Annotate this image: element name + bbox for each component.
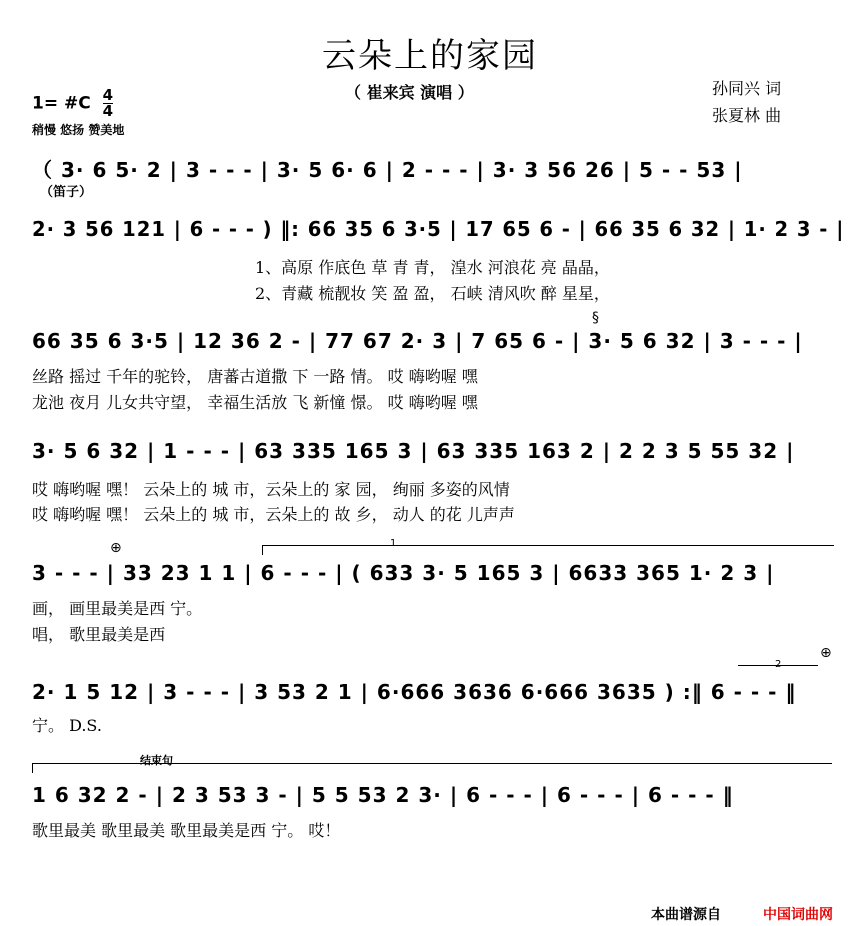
lyric-row-7: 歌里最美 歌里最美 歌里最美是西 宁。 哎！ xyxy=(32,821,341,840)
lyric-row-5-verse-1: 画， 画里最美是西 宁。 xyxy=(32,599,203,618)
lyric-row-3-verse-1: 丝路 摇过 千年的驼铃， 唐蕃古道撒 下 一路 情。 哎 嗨哟喔 嘿 xyxy=(32,367,478,386)
lyric-row-2-verse-1: 1、高原 作底色 草 青 青， 湟水 河浪花 亮 晶晶， xyxy=(255,258,610,277)
singer-line: （ 崔来宾 演唱 ） xyxy=(345,83,474,102)
time-top: 4 xyxy=(102,86,114,104)
lyricist-credit: 孙同兴 词 xyxy=(712,79,782,98)
tempo-marking: 稍慢 悠扬 赞美地 xyxy=(32,123,125,137)
coda-sign: ⊕ xyxy=(110,540,122,556)
score-row-6: 2· 1 5 12 | 3 - - - | 3 53 2 1 | 6·666 3636 6·666 3635 ) :‖ 6 - - - ‖ xyxy=(32,680,797,704)
ending-phrase-bracket-edge xyxy=(32,763,33,773)
time-signature xyxy=(103,88,113,119)
time-bottom: 4 xyxy=(102,102,114,120)
ending-2-label: 2 xyxy=(775,659,782,670)
score-row-7: 1 6 32 2 - | 2 3 53 3 - | 5 5 53 2 3· | 6 - - - | 6 - - - | 6 - - - ‖ xyxy=(32,783,734,807)
score-row-5: 3 - - - | 33 23 1 1 | 6 - - - | ( 633 3· 5 165 3 | 6633 365 1· 2 3 | xyxy=(32,561,775,585)
ending-1-bracket xyxy=(262,545,834,546)
score-row-2: 2· 3 56 121 | 6 - - - ) ‖: 66 35 6 3·5 | 17 65 6 - | 66 35 6 32 | 1· 2 3 - | xyxy=(32,217,845,241)
segno-sign: § xyxy=(592,310,599,326)
ending-phrase-label: 结束句 xyxy=(140,754,173,767)
ending-1-label: 1 xyxy=(390,538,397,549)
source-site-link[interactable]: 中国词曲网 xyxy=(763,907,833,923)
song-title: 云朵上的家园 xyxy=(322,36,538,76)
score-row-4: 3· 5 6 32 | 1 - - - | 63 335 165 3 | 63 335 163 2 | 2 2 3 5 55 32 | xyxy=(32,439,795,463)
lyric-row-4-verse-1: 哎 嗨哟喔 嘿！ 云朵上的 城 市，云朵上的 家 园， 绚丽 多姿的风情 xyxy=(32,480,510,499)
key-label: 1= #C xyxy=(32,93,91,114)
ending-1-bracket-edge xyxy=(262,545,263,555)
lyric-row-5-verse-2: 唱， 歌里最美是西 xyxy=(32,625,166,644)
score-row-1: （ 3· 6 5· 2 | 3 - - - | 3· 5 6· 6 | 2 - - - | 3· 3 56 26 | 5 - - 53 | xyxy=(32,158,743,182)
flute-note: （笛子） xyxy=(40,185,93,200)
lyric-row-2-verse-2: 2、青藏 梳靓妆 笑 盈 盈， 石峡 清风吹 醉 星星， xyxy=(255,284,610,303)
score-row-3: 66 35 6 3·5 | 12 36 2 - | 77 67 2· 3 | 7 65 6 - | 3· 5 6 32 | 3 - - - | xyxy=(32,329,803,353)
lyric-row-3-verse-2: 龙池 夜月 儿女共守望， 幸福生活放 飞 新憧 憬。 哎 嗨哟喔 嘿 xyxy=(32,393,478,412)
key-signature xyxy=(32,88,113,119)
composer-credit: 张夏林 曲 xyxy=(712,106,782,125)
coda-sign-2: ⊕ xyxy=(820,645,832,661)
lyric-row-4-verse-2: 哎 嗨哟喔 嘿！ 云朵上的 城 市，云朵上的 故 乡， 动人 的花 儿声声 xyxy=(32,505,515,524)
lyric-row-6: 宁。 D.S. xyxy=(32,716,102,735)
source-label: 本曲谱源自 xyxy=(651,907,721,923)
